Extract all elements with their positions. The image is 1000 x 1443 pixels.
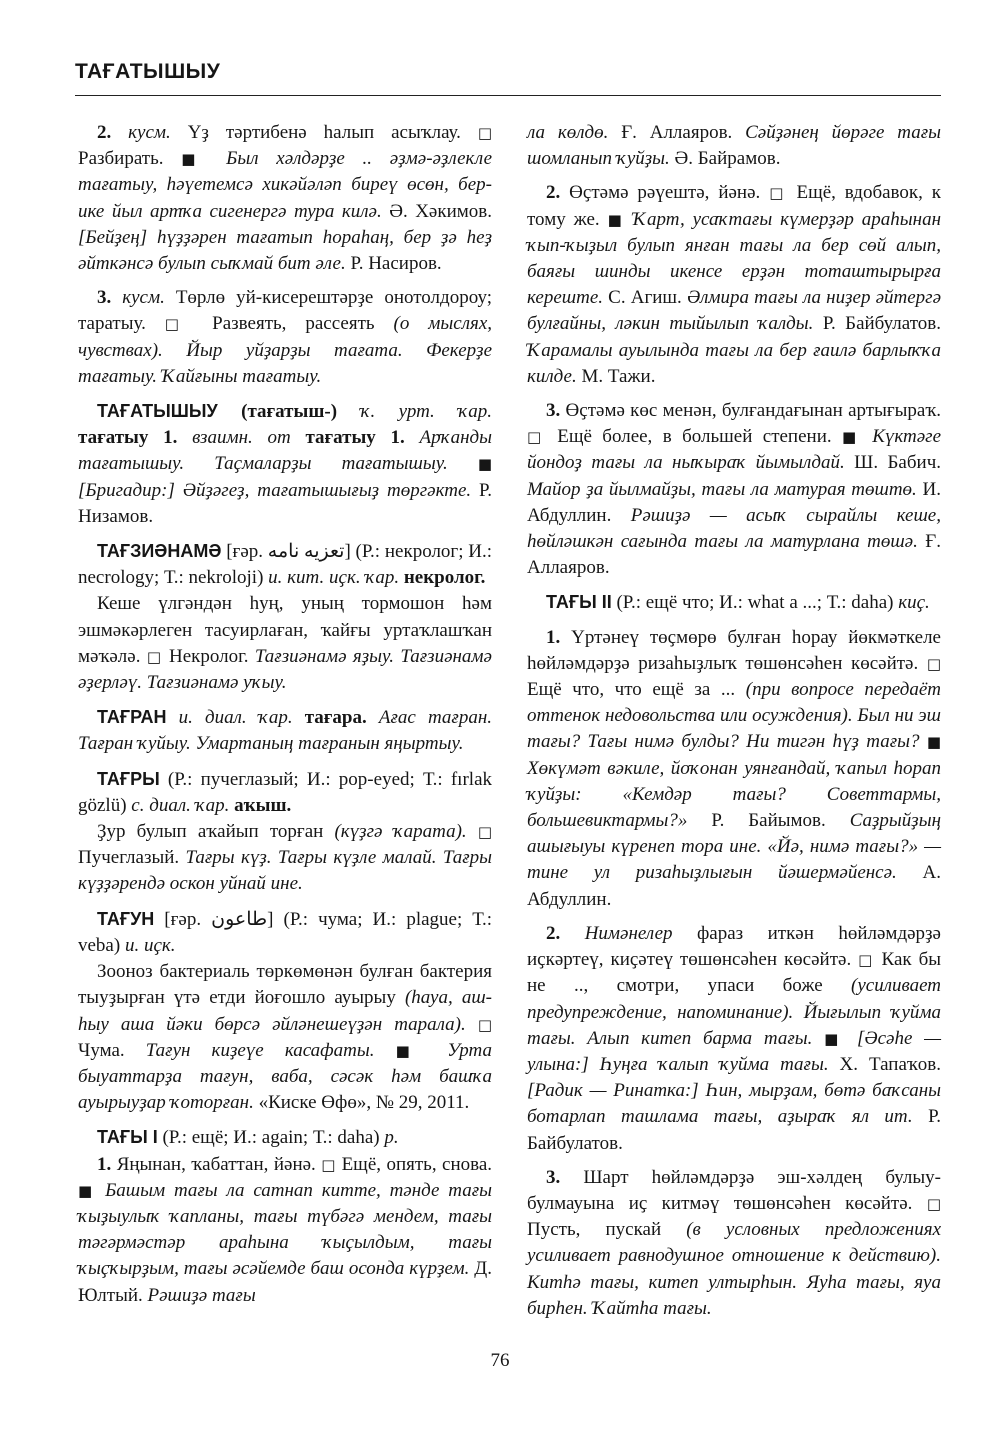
sense-3-paragraph: 3. кусм. Төрлө уй-кисерештәрҙе онотолдороу; таратыу. □ Развеять, рассеять (о мыслях, чувствах). Йыр уйҙарҙы тағата. Фекерҙе тағатыу. Ҡайғыны тағатыу. [78, 287, 493, 387]
hollow-square-icon: □ [926, 654, 942, 673]
filled-square-icon: ■ [926, 733, 942, 752]
entry-tagziaenama-definition: Кеше үлгәндән һуң, уның тормошон һәм эшмәкәрлеген тасуирлаған, ҡайғы уртаҡлашҡан мәҡәлә. □ Некролог. Тағзиәнамә яҙыу. Тағзиәнамә әҙерләү. Тағзиәнамә уҡыу. [78, 593, 492, 694]
left-column [78, 120, 492, 1309]
tagy-1-sense-1-continued: ла көлдө. Ғ. Аллаяров. Сәйҙәнең йөрәге тағы шомланып ҡуйҙы. Ә. Байрамов. [527, 122, 941, 170]
hollow-square-icon: □ [477, 124, 492, 142]
tagy-1-sense-2: 2. Өҫтәмә рәүештә, йәнә. □ Ещё, вдобавок, к тому же. ■ Ҡарт, усаҡтағы күмерҙәр араһынан ҡып-ҡыҙыл булып янған тағы ла бер сөй алып, баяғы шинды икенсе ерҙән тоташтырырға кереште. С. Агиш. Әлмира тағы ла ниҙер әйтергә булғайны, ләкин тыйылып ҡалды. Р. Байбулатов. Ҡарамалы ауылында тағы ла бер ғаилә барлыҡҡа килде. М. Тажи. [527, 182, 942, 387]
hollow-square-icon: □ [527, 428, 547, 447]
hollow-square-icon: □ [477, 1015, 493, 1034]
hollow-square-icon: □ [477, 823, 492, 842]
entry-tagry-definition: Ҙур булып аҡайып торған (күҙгә ҡарата). □ Пучеглазый. Тағры күҙ. Тағры күҙле малай. Тағры күҙҙәрендә оскон уйнай ине. [78, 821, 493, 895]
sense-2-paragraph: 2. кусм. Үҙ тәртибенә һалып асыҡлау. □ Разбирать. ■ Был хәлдәрҙе .. әҙмә-әҙлекле тағатыу, һәүетемсә хикәйәләп биреү өсөн, бер-ике йыл артҡа сигенергә тура килә. Ә. Хәкимов. [Бейҙең] һүҙҙәрен тағатып һораһаң, бер ҙә һеҙ әйткәнсә булып сыҡмай бит әле. Р. Насиров. [78, 122, 493, 275]
tagy-2-sense-2: 2. Нимәнелер фараз иткән һөйләмдәрҙә иҫкәртеү, киҫәтеү төшөнсәһен көсәйтә. □ Как бы не .., смотри, упаси боже (усиливает предупреждение, напоминание). Йығылып ҡуйма тағы. Алып китеп барма тағы. ■ [Әсәһе — улына:] Һуңға ҡалып ҡуйма тағы. Х. Тапаҡов. [Радик — Ринатка:] Һин, мырҙам, бөтә баҡсаны ботарлап ташлама тағы, аҙыраҡ ял ит. Р. Байбулатов. [527, 922, 942, 1154]
page-number: 76 [490, 1350, 510, 1371]
hollow-square-icon: □ [769, 184, 788, 203]
entry-tagun-definition: Зооноз бактериаль төркөмөнән булған бактерия тыуҙырған үтә етди йоғошло ауырыу (һауа, аш-һыу аша йәки бөрсә әйләнешеүҙән тарала). □ Чума. Тағун киҙеүе касафаты. ■ Урта быуаттарҙа тағун, ваба, сәсәк һәм башҡа ауырыуҙар ҡоторған. «Киске Өфө», № 29, 2011. [78, 961, 493, 1114]
tagy-2-sense-3: 3. Шарт һөйләмдәрҙә эш-хәлдең булыу-булмауына иҫ китмәү төшөнсәһен көсәйтә. □ Пусть, пускай (в условных предложениях усиливает равнодушное отношение к действию). Китһә тағы, китеп ултырһын. Яуһа тағы, яуа бирһен. Ҡайтһа тағы. [527, 1166, 942, 1319]
entry-tagy-1: ТАҒЫ I (Р.: ещё; И.: again; Т.: daha) р. [97, 1127, 399, 1149]
filled-square-icon: ■ [395, 1041, 427, 1060]
entry-tagziaenama: ТАҒЗИӘНАМӘ [ғәр. تعزیه نامه] (Р.: некролог; И.: necrology; Т.: nekroloji) и. кит. иҫк. ҡар. некролог. [78, 541, 493, 589]
tagy-2-sense-1: 1. Үртәнеү төҫмөрө булған һорау йөкмәткеле һөйләмдәрҙә ризаһыҙлыҡ төшөнсәһен көсәйтә. □ Ещё что, что ещё за ... (при вопросе передаёт оттенок недовольства или осуждения). Был ни эш тағы? Тағы нимә булды? Ни тигән һүҙ тағы? ■ Хөкүмәт вәкиле, йоҡонан уянғандай, ҡапыл һорап ҡуйҙы: «Кемдәр тағы? Советтармы, большевиктармы?» Р. Байымов. Саҙрыйҙың ашығыуы күренеп тора ине. «Йә, нимә тағы?» — тине ул ризаһыҙлығын йәшермәйенсә. А. Абдуллин. [527, 626, 942, 910]
filled-square-icon: ■ [824, 1029, 846, 1048]
filled-square-icon: ■ [607, 210, 625, 229]
filled-square-icon: ■ [181, 150, 209, 169]
filled-square-icon: ■ [842, 428, 862, 447]
entry-tagry: ТАҒРЫ (Р.: пучеглазый; И.: pop-eyed; Т.: fırlak gözlü) с. диал. ҡар. аҡыш. [78, 768, 492, 816]
header-rule [75, 95, 941, 96]
filled-square-icon: ■ [78, 1181, 97, 1200]
hollow-square-icon: □ [146, 647, 163, 666]
hollow-square-icon: □ [926, 1194, 942, 1213]
running-header: ТАҒАТЫШЫУ [75, 60, 221, 83]
entry-tagun: ТАҒУН [ғәр. طاعون] (Р.: чума; И.: plague; Т.: veba) и. иҫк. [78, 908, 492, 956]
hollow-square-icon: □ [164, 315, 194, 334]
entry-tagy-1-sense-1: 1. Яңынан, ҡабаттан, йәнә. □ Ещё, опять, снова. ■ Башым тағы ла сатнап китте, тәнде тағы ҡыҙыулыҡ ҡапланы, тағы түбәгә мендем, тағы тәгәрмәстәр араһына ҡыҫылдым, тағы ҡыҫҡырҙым, тағы әсәйемде баш осонда күрҙем. Д. Юлтый. Рәшиҙә тағы [78, 1153, 493, 1306]
entry-tagatyshyu: ТАҒАТЫШЫУ (тағатыш-) ҡ. урт. ҡар. тағатыу 1. взаимн. от тағатыу 1. Арҡанды тағатышыу. Таҫмаларҙы тағатышыу. ■ [Бригадир:] Әйҙәгеҙ, тағатышығыҙ төргәкте. Р. Низамов. [78, 401, 493, 527]
entry-tagy-2: ТАҒЫ II (Р.: ещё что; И.: what a ...; Т.: daha) киҫ. [546, 592, 930, 614]
hollow-square-icon: □ [321, 1155, 337, 1174]
filled-square-icon: ■ [477, 455, 492, 474]
entry-tagran: ТАҒРАН и. диал. ҡар. тағара. Ағас тағран. Тағран ҡуйыу. Умартаның тағранын яңыртыу. [78, 707, 493, 755]
tagy-1-sense-3: 3. Өҫтәмә көс менән, булғандағынан артығыраҡ. □ Ещё более, в большей степени. ■ Күктәге йондоҙ тағы ла ныҡыраҡ йымылдай. Ш. Бабич. Майор ҙа йылмайҙы, тағы ла матурая төштө. И. Абдуллин. Рәшиҙә — асыҡ сырайлы кеше, һөйләшкән сағында тағы ла матурлана төшә. Ғ. Аллаяров. [527, 400, 942, 579]
hollow-square-icon: □ [858, 951, 875, 970]
right-column [527, 120, 941, 1322]
